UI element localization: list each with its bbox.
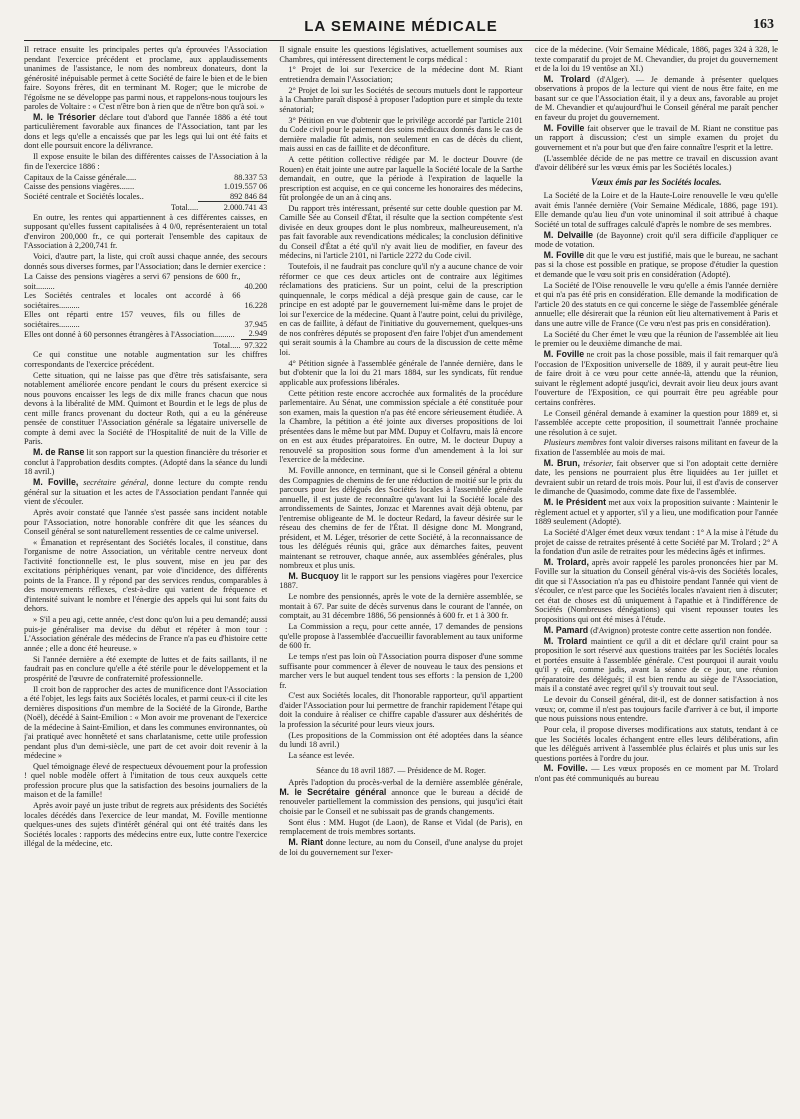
paragraph: (Les propositions de la Commission ont été adoptées dans la séance du lundi 18 avril.) — [279, 730, 523, 750]
ledger-row — [24, 329, 267, 339]
paragraph — [535, 637, 778, 694]
column-3 — [535, 45, 778, 1113]
paragraph-text: font valoir diverses raisons militant en faveur de la fixation de l'assemblée au mois de mai. — [534, 438, 778, 457]
paragraph: M. Foville annonce, en terminant, que si le Conseil général a obtenu des Compagnies de chemins de fer une réduction de moitié sur le prix du parcours pour les délégués des Sociétés locales à l'assemblée générale annuelle, il est juste de reconnaître qu'avant lui la Société locale des arrondissements de Saintes, Jonzac et Marennes avait déjà obtenu, par l'entremise obligeante de M. le docteur Redard, la faveur désirée sur le réseau des chemins de fer de l'État. Il désigne donc M. Mongrand, président, et M. Léger, trésorier de cette Société, à la reconnaissance de tous les délégués réunis qui, grâce aux démarches faites, peuvent maintenant se retrouver, chaque année, aux assemblées générales, plus nombreux et plus unis. — [279, 466, 523, 571]
ledger-label: Elles ont réparti entre 157 veuves, fils ou filles de sociétaires.......... — [24, 310, 241, 329]
speaker-name: M. de Ranse — [33, 447, 85, 458]
ledger-total-label: Total..... — [170, 202, 199, 212]
paragraph: Ce qui constitue une notable augmentation sur les chiffres correspondants de l'exercice précédent. — [24, 350, 268, 369]
paragraph: Après avoir constaté que l'année s'est passée sans incident notable pour l'Association, notre honorable confrère dit que les séances du Conseil général se sont naturellement ressenties de ce calme universel. — [24, 508, 268, 537]
ledger-label: Capitaux de la Caisse générale..... — [24, 172, 137, 182]
ledger-label: Caisse des pensions viagères....... — [24, 182, 135, 192]
speaker-name: M. le Président — [543, 497, 607, 508]
paragraph: Il retrace ensuite les principales pertes qu'a éprouvées l'Association pendant l'exercice précédent et proclame, aux applaudissements unanimes de l'assistance, le nom des nombreux donateurs, dont la générosité inépuisable permet à cette Société de faire le bien et de le bien faire. Soyons frères, dit en terminant M. Roger; que le microbe de l'égoïsme ne se développe pas parmi nous, et rappelons-nous toujours les paroles de Voltaire : « C'est n'être bon à rien que de n'être bon qu'à soi. » — [24, 45, 268, 111]
paragraph: Il croit bon de rapprocher des actes de munificence dont l'Association a été l'objet, les legs faits aux Sociétés locales, et parmi ceux-ci il cite les dernières dispositions d'un membre de la Société de la Gironde, Barthe (Noël), décédé à Saint-Emilion : « Mon avoir me provenant de l'exercice de la médecine à Saint-Emilion, et dans les communes environnantes, où j'ai pratiqué avec honnêteté et sans charlatanisme, cette utile profession pendant plus d'un demi-siècle, une part de cet avoir doit revenir à la médecine » — [24, 684, 268, 761]
speaker-name: M. Foville — [543, 249, 584, 260]
paragraph: La Commission a reçu, pour cette année, 17 demandes de pensions qu'elle propose à l'assemblée d'accueillir favorablement au taux uniforme de 600 fr. — [279, 622, 523, 651]
paragraph: 4° Pétition signée à l'assemblée générale de l'année dernière, dans le but d'obtenir que la loi du 21 mars 1884, sur les syndicats, fût rendue applicable aux professions libérales. — [279, 358, 523, 387]
paragraph: La Société du Cher émet le vœu que la réunion de l'assemblée ait lieu le premier ou le deuxième dimanche de mai. — [534, 329, 778, 349]
paragraph: Voici, d'autre part, la liste, qui croît aussi chaque année, des secours donnés sous diverses formes, par l'Association; dans le dernier exercice : — [24, 252, 268, 271]
speaker-name: M. Delvaille — [543, 229, 594, 240]
paragraph: Du rapport très intéressant, présenté sur cette double question par M. Camille Sée au Conseil d'État, il résulte que la section compétente s'est divisée en deux groupes dont le plus nombreux, malheureusement, n'a pas fait favorable aux revendications médicales; la conclusion définitive du Conseil d'État a été qu'il n'y avait lieu de modifier, en faveur des médecins, ni l'article 2101, ni l'article 2272 du Code civil. — [279, 203, 523, 261]
speaker-name: M. Foville — [543, 349, 585, 360]
paragraph: 3° Pétition en vue d'obtenir que le privilège accordé par l'article 2101 du Code civil pour le paiement des soins médicaux donnés dans le cas de dernière maladie fût admis, non seulement en cas de décès du client, mais aussi en cas de faillite et de déconfiture. — [279, 115, 523, 154]
paragraph: A cette pétition collective rédigée par M. le docteur Douvre (de Rouen) en était jointe une autre par laquelle la Société locale de la Sarthe demandait, en outre, que la période à l'expiration de laquelle la prescription est acquise, en ce qui concerne les honoraires des médecins, fût prolongée de un an à cinq ans. — [279, 155, 523, 203]
paragraph: Sont élus : MM. Hugot (de Laon), de Ranse et Vidal (de Paris), en remplacement de trois membres sortants. — [279, 817, 523, 837]
speaker-name: M. Bucquoy — [288, 570, 339, 581]
ledger-amount: 88.337 53 — [234, 172, 268, 182]
ledger-amount: 40.200 — [244, 281, 268, 291]
paragraph — [535, 498, 778, 527]
paragraph: Il signale ensuite les questions législatives, actuellement soumises aux Chambres, qui intéressent directement le corps médical : — [279, 45, 523, 64]
paragraph-text: fait observer que si l'on adoptait cette dernière date, les pensions ne pourraient plus être liquidées au 1er juillet et devraient subir un retard de trois mois. Pour lui, il est d'avis de conserver le dimanche de Quasimodo, comme date fixe de l'assemblée. — [534, 458, 778, 497]
paragraph: Le temps n'est pas loin où l'Association pourra disposer d'une somme suffisante pour commencer à élever de nouveau le taux des pensions et marcher vers le but auquel tendent tous ses efforts : la pension de 1,200 fr. — [279, 652, 523, 690]
ledger-label: Les Sociétés centrales et locales ont accordé à 66 sociétaires.......... — [24, 291, 241, 310]
paragraph: Cette pétition reste encore accrochée aux formalités de la procédure parlementaire. Au Sénat, une commission spéciale a été constituée pour son examen, mais la question n'a pas été encore sérieusement étudiée. A la Chambre, la pétition a été jointe aux diverses propositions de loi présentées dans le même but par MM. Dupuy et Colfavru, mais là encore on en est aux études préparatoires. En outre, M. le docteur Dupuy a renouvelé sa proposition sous forme d'un amendement à la loi sur l'exercice de la médecine. — [279, 388, 523, 465]
speaker-name: M. Foville — [543, 122, 585, 133]
speaker-name: M. Foville. — [543, 763, 588, 774]
paragraph — [535, 558, 778, 625]
paragraph-text: dit que le vœu est justifié, mais que le bureau, ne sachant pas si la chose est possible en pratique, se propose d'étudier la question et demande que le vœu soit pris en considération (Adopté). — [534, 250, 778, 279]
ledger-amount: 2.949 — [248, 329, 268, 339]
speaker-group: Plusieurs membres — [543, 438, 607, 448]
paragraph-text: (de Bayonne) croit qu'il sera difficile d'appliquer ce mode de votation. — [534, 230, 778, 250]
ledger-amount: 1.019.557 06 — [223, 182, 268, 192]
ledger-amount: 892 846 84 — [229, 191, 268, 201]
paragraph — [24, 478, 267, 507]
ledger-row — [24, 310, 267, 329]
paragraph: Après avoir payé un juste tribut de regrets aux présidents des Sociétés locales décédés dans l'exercice de leur mandat, M. Foville mentionne quelques-unes des sujets d'intérêt général qui ont été traités dans les Sociétés locales : rapports des médecins entre eux, lutte contre l'exercice illégal de la médecine, etc. — [24, 801, 268, 849]
ledger-row — [24, 192, 267, 202]
paragraph: » S'il a peu agi, cette année, c'est donc qu'on lui a peu demandé; aussi puis-je généraliser ma devise du début et répéter à mon tour : L'Association générale des médecins de France n'a pas eu d'histoire cette année ; elle a donc été heureuse. » — [24, 615, 268, 653]
paragraph: Le Conseil général demande à examiner la question pour 1889 et, si l'assemblée accepte cette proposition, il soumettrait l'année prochaine une résolution à ce sujet. — [534, 408, 778, 437]
paragraph: Le nombre des pensionnés, après le vote de la dernière assemblée, se montait à 67. Par suite de décès survenus dans le courant de l'année, on comptait, au 31 décembre 1886, 56 pensionnés à 600 fr. et 1 à 300 fr. — [279, 592, 523, 621]
paragraph-text: — Les vœux proposés en ce moment par M. Trolard n'ont pas été communiqués au bureau — [534, 764, 778, 783]
ledger-label: Elles ont donné à 60 personnes étrangères à l'Association.......... — [24, 329, 235, 339]
ledger-total-amount: 97.322 — [241, 339, 268, 350]
paragraph: La Société de la Loire et de la Haute-Loire renouvelle le vœu qu'elle avait émis l'année dernière (Voir Semaine Médicale, 1886, page 191). Elle demande qu'au lieu d'un vote uninominal il soit attribué à chaque Société un total de suffrages calculé d'après le nombre de ses membres. — [534, 191, 778, 229]
secours-table — [24, 272, 267, 350]
paragraph — [535, 459, 778, 497]
paragraph-text: (d'Avignon) proteste contre cette assertion non fondée. — [588, 625, 772, 635]
paragraph: 2° Projet de loi sur les Sociétés de secours mutuels dont le rapporteur à la Chambre paraît disposé à proposer l'adoption pure et simple du texte sénatorial; — [279, 85, 523, 114]
ledger-total-amount: 2.000.741 43 — [198, 202, 267, 213]
paragraph-text: (d'Alger). — Je demande à présenter quelques observations à propos de la lecture qui vient de nous être faite, en me basant sur ce que l'Association était, il y a deux ans, favorable au projet de M. Chevandier et qu'aujourd'hui le Conseil général me paraît pencher en faveur du projet du gouvernement. — [534, 74, 778, 122]
paragraph — [535, 438, 778, 457]
paragraph-text: ne croit pas la chose possible, mais il fait remarquer qu'à l'occasion de l'Exposition universelle de 1889, il y aurait peut-être lieu de faire droit à ce vœu pour cette année-là, attendu que la réunion, suivant le règlement adopté jusqu'ici, devrait avoir lieu deux jours avant l'ouverture de l'Exposition, ce qui pourrait être peu agréable pour certains confrères. — [534, 350, 778, 407]
speaker-name: M. Riant — [288, 837, 324, 848]
ledger-row — [24, 291, 267, 310]
column-1 — [24, 45, 267, 1113]
speaker-role: secrétaire général, — [78, 478, 149, 488]
ledger-row — [24, 272, 267, 291]
speaker-name: M. Trolard, — [543, 556, 589, 567]
ledger-row — [24, 182, 267, 192]
paragraph: Toutefois, il ne faudrait pas conclure qu'il n'y a aucune chance de voir réformer ce que ces deux articles ont de contraire aux légitimes réclamations des praticiens. Sur un point, celui de la prescription quinquennale, le corps médical a déjà presque gain de cause, car le principe en est adopté par le gouvernement lui-même dans le projet de loi sur l'exercice de la médecine. Quant à l'autre point, celui du privilège, en cas de faillite, à défaut de l'initiative du gouvernement, quelques-uns de nos confrères députés se proposent d'en faire l'objet d'un amendement qui serait soumis à la Chambre au cours de la discussion de cette même loi. — [279, 262, 523, 357]
text-columns — [24, 45, 778, 1113]
paragraph: « Émanation et représentant des Sociétés locales, il constitue, dans l'organisme de notre Association, un véritable centre nerveux dont l'activité fonctionnelle est, le plus souvent, mise en jeu par des excitations périphériques venant, par voie d'incidence, des différents points de la France. Il y répond par des services rendus, comparables à des mouvements réflexes, c'est-à-dire qui varient de fréquence et d'intensité suivant le nombre et l'énergie des appels qui lui sont faits du dehors. — [24, 537, 268, 614]
page-number: 163 — [753, 17, 774, 32]
paragraph: La Société d'Alger émet deux vœux tendant : 1° A la mise à l'étude du projet de caisse de retraites présenté à cette Société par M. Trolard ; 2° A la fondation d'un asile de retraites pour les médecins âgés et infirmes. — [534, 528, 778, 557]
paragraph — [535, 124, 778, 153]
journal-title: LA SEMAINE MÉDICALE — [304, 18, 498, 35]
ledger-label: La Caisse des pensions viagères a servi 67 pensions de 600 fr., soit......... — [24, 272, 241, 291]
paragraph-text: donne lecture du compte rendu général sur la situation et les actes de l'Association pendant l'année qui vient de s'écouler. — [24, 478, 268, 507]
ledger-amount: 37.945 — [244, 319, 268, 329]
ledger-total-row — [24, 202, 267, 213]
ledger-total-label: Total..... — [213, 340, 241, 350]
speaker-name: M. Brun, — [543, 457, 580, 468]
paragraph — [24, 113, 267, 151]
paragraph — [535, 75, 778, 123]
paragraph-text: fait observer que le travail de M. Riant ne constitue pas un rapport à discussion; c'est un simple examen du projet du gouvernement et n'a pour but que d'en faire connaître l'esprit et la lettre. — [534, 123, 778, 152]
paragraph-text: après avoir rappelé les paroles prononcées hier par M. Foville sur la situation du Conseil général vis-à-vis des Sociétés locales, dit que si l'Association n'a pas eu d'histoire pendant l'année qui vient de s'écouler, ce n'est parce que les Sociétés locales n'avaient rien à discuter; cet état de choses est dû uniquement à l'apathie et à l'indifférence de Sociétés (Nombreuses dénégations) qui visent repousser toutes les propositions qui ont été mises à l'étude. — [534, 557, 778, 624]
paragraph — [535, 626, 778, 636]
paragraph-text: lit son rapport sur la question financière du trésorier et conclut à l'approbation desdits comptes. (Adopté dans la séance du lundi 18 avril.) — [24, 448, 268, 477]
paragraph: Si l'année dernière a été exempte de luttes et de faits saillants, il ne faudrait pas en conclure qu'elle a été stérile pour le développement et la prospérité de l'œuvre de confraternité professionnelle. — [24, 654, 268, 683]
paragraph — [535, 251, 778, 280]
column-2 — [279, 45, 522, 1113]
speaker-role: trésorier, — [580, 458, 614, 468]
paragraph: Le devoir du Conseil général, dit-il, est de donner satisfaction à nos vœux; or, comme il n'est pas toujours facile d'arriver à ce but, il importe que nous puissions nous entendre. — [534, 695, 778, 724]
section-heading: Vœux émis par les Sociétés locales. — [591, 176, 722, 187]
paragraph: En outre, les rentes qui appartiennent à ces différentes caisses, en supposant qu'elles fussent capitalisées à 4 0/0, représenteraient un total d'environ 200,000 fr., ce qui porterait l'ensemble des capitaux de l'Association à 2,200,741 fr. — [24, 212, 268, 251]
paragraph-text: lit le rapport sur les pensions viagères pour l'exercice 1887. — [279, 571, 523, 591]
paragraph-text: met aux voix la proposition suivante : Maintenir le règlement actuel et y apporter, s'il y a lieu, une modification pour l'année 1889 seulement (Adopté). — [534, 498, 778, 527]
speaker-name: M. le Trésorier — [33, 111, 96, 122]
speaker-name: M. Foville, — [33, 477, 79, 488]
speaker-name: M. Trolard — [543, 73, 591, 84]
ledger-amount: 16.228 — [244, 300, 268, 310]
paragraph: C'est aux Sociétés locales, dit l'honorable rapporteur, qu'il appartient d'aider l'Association pour lui permettre de franchir rapidement l'étape qui doit la conduire à réaliser ce chiffre capable d'assurer aux déshérités de la profession la sécurité pour leurs vieux jours. — [279, 691, 523, 729]
speaker-name: M. Trolard — [543, 635, 588, 646]
paragraph: 1° Projet de loi sur l'exercice de la médecine dont M. Riant entretiendra demain l'Association; — [279, 65, 523, 84]
paragraph — [24, 448, 267, 477]
paragraph-text: maintient ce qu'il a dit et déclare qu'il craint pour sa proposition le sort réservé aux questions traitées par les Sociétés locales et portées ensuite à l'assemblée générale. C'est pourquoi il aurait voulu qu'il y eût, comme jadis, avant la séance de ce jour, une réunion préparatoire des délégués; il est bien rendu au siège de l'Association, mais il a constaté avec regret qu'il s'y trouvait tout seul. — [534, 636, 778, 694]
paragraph: Il expose ensuite le bilan des différentes caisses de l'Association à la fin de l'exercice 1886 : — [24, 152, 268, 171]
ledger-total-row — [24, 339, 267, 350]
bilan-table — [24, 173, 267, 213]
paragraph-text: donne lecture, au nom du Conseil, d'une analyse du projet de loi du gouvernement sur l'exer- — [279, 838, 523, 857]
speaker-name: M. Pamard — [543, 624, 589, 635]
page-header — [24, 14, 778, 41]
paragraph-text: Après l'adoption du procès-verbal de la dernière assemblée générale, — [288, 778, 523, 788]
speaker-name: M. le Secrétaire général — [279, 786, 387, 797]
paragraph — [535, 764, 778, 783]
paragraph: Cette situation, qui ne laisse pas que d'être très satisfaisante, sera notablement améliorée encore pendant le cours du présent exercice si nous pouvons encaisser les legs de dix mille francs chacun que nous devons à la libéralité de MM. Quimont et Bourdin et le legs de plus de cent mille francs provenant du docteur Roth, qui a eu la généreuse pensée de constituer l'Association générale sa légataire universelle de compte à demi avec la Société de l'Hospitalité de nuit de la Ville de Paris. — [24, 370, 268, 447]
paragraph — [535, 231, 778, 250]
paragraph — [279, 838, 522, 857]
ledger-row — [24, 173, 267, 183]
paragraph — [535, 350, 778, 407]
session-heading: Séance du 18 avril 1887. — Présidence de M. Roger. — [316, 765, 486, 775]
paragraph — [279, 778, 522, 816]
paragraph — [279, 572, 522, 591]
paragraph: Pour cela, il propose diverses modifications aux statuts, tendant à ce que les Sociétés locales échangent entre elles leurs délibérations, afin que les délégués arrivent à l'assemblée plus éclairés et plus unis sur les questions portées à l'ordre du jour. — [534, 725, 778, 763]
ledger-label: Société centrale et Sociétés locales.. — [24, 191, 144, 201]
paragraph: La Société de l'Oise renouvelle le vœu qu'elle a émis l'année dernière et qui n'a pas été pris en considération. Elle demande la modification de l'article 20 des statuts en ce qui concerne le siège de l'assemblée générale annuelle; elle désirerait que la réunion eût lieu alternativement à Paris et dans une autre ville de France (Ce vœu n'est pas pris en considération). — [534, 280, 778, 328]
paragraph: Quel témoignage élevé de respectueux dévouement pour la profession ! quel noble modèle offert à l'imitation de tous ceux auxquels cette profession procure plus que la satisfaction des besoins journaliers de la maison et de la famille! — [24, 761, 268, 800]
paragraph-text: déclare tout d'abord que l'année 1886 a été tout particulièrement favorable aux finances de l'Association, tant par les dons et legs qu'elle a encaissés que par les legs qui lui ont été faits et dont elle poursuit encore la délivrance. — [24, 112, 268, 151]
paragraph: La séance est levée. — [288, 751, 355, 761]
paragraph: cice de la médecine. (Voir Semaine Médicale, 1886, pages 324 à 328, le texte comparatif du projet de M. Chevandier, du projet du gouvernement et de la loi du 19 ventôse an XI.) — [534, 45, 778, 73]
paragraph-text: annonce que le bureau a décidé de renouveler partiellement la commission des pensions, qui jusqu'ici était choisie par le Conseil et ne subissait pas de grands changements. — [279, 787, 523, 816]
paragraph: (L'assemblée décide de ne pas mettre ce travail en discussion avant d'avoir délibéré sur les vœux émis par les Sociétés locales.) — [534, 153, 778, 173]
